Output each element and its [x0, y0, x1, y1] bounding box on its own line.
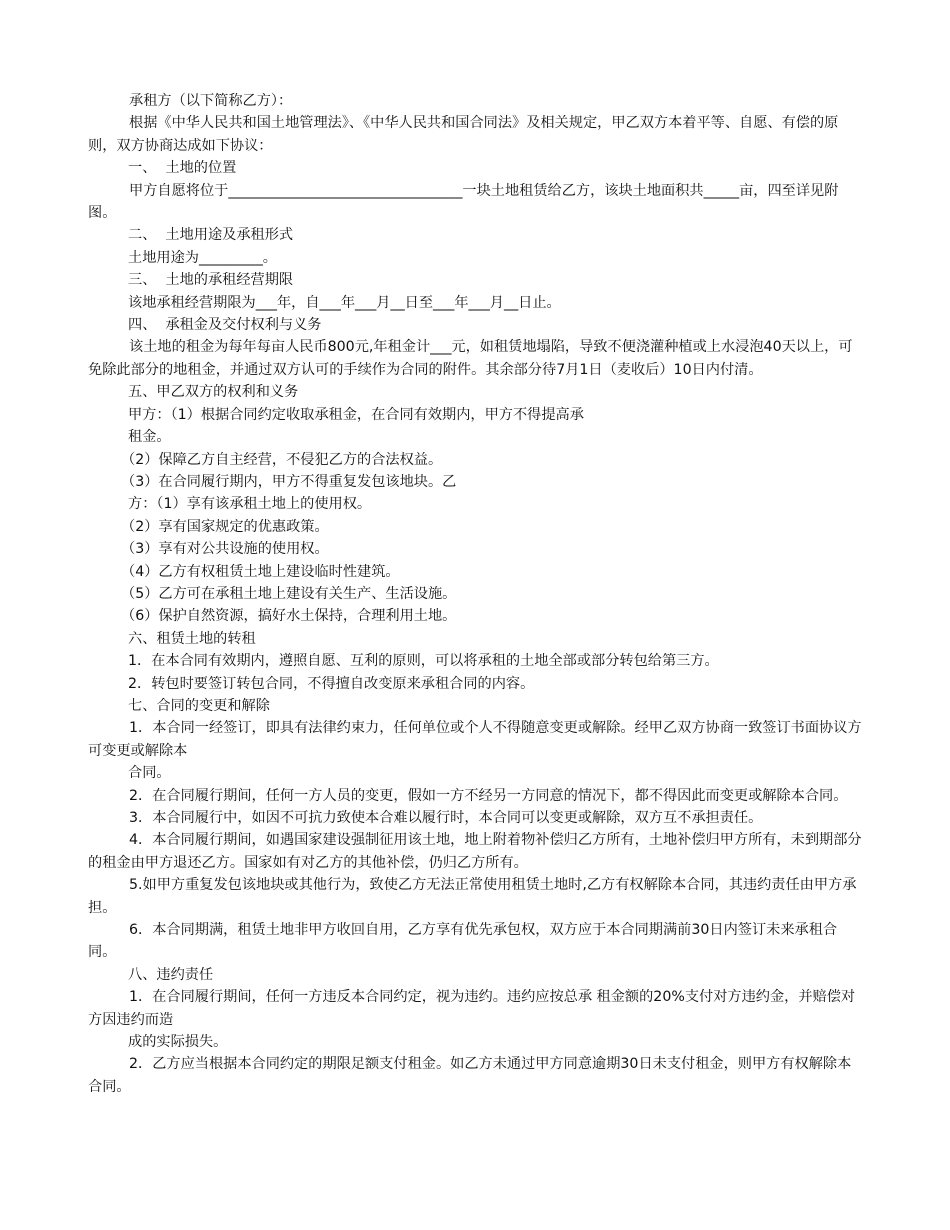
paragraph: 5.如甲方重复发包该地块或其他行为，致使乙方无法正常使用租赁土地时,乙方有权解除本合同，其违约责任由甲方承担。	[88, 877, 857, 916]
paragraph: 6．本合同期满，租赁土地非甲方收回自用，乙方享有优先承包权，双方应于本合同期满前30日内签订未来承租合同。	[88, 922, 838, 961]
contract-document	[88, 90, 863, 1098]
paragraph: 五、甲乙双方的权利和义务	[128, 384, 299, 401]
paragraph: （4）乙方有权租赁土地上建设临时性建筑。	[121, 563, 400, 580]
paragraph: 1．在本合同有效期内，遵照自愿、互利的原则，可以将承租的土地全部或部分转包给第三方。	[128, 653, 719, 670]
paragraph: （2）保障乙方自主经营，不侵犯乙方的合法权益。	[121, 451, 443, 468]
paragraph: 2．转包时要签订转包合同，不得擅自改变原来承租合同的内容。	[128, 675, 535, 692]
paragraph: （5）乙方可在承租土地上建设有关生产、生活设施。	[121, 585, 457, 602]
paragraph: （3）享有对公共设施的使用权。	[121, 541, 329, 558]
paragraph: 2．在合同履行期间，任何一方人员的变更，假如一方不经另一方同意的情况下，都不得因此而变更或解除本合同。	[129, 787, 848, 804]
paragraph: 成的实际损失。	[128, 1034, 228, 1051]
paragraph: 三、 土地的承租经营期限	[128, 272, 294, 289]
paragraph: （2）享有国家规定的优惠政策。	[121, 518, 329, 535]
paragraph: 该土地的租金为每年每亩人民币800元,年租金计___元，如租赁地塌陷，导致不便浇灌种植或上水浸泡40天以上，可免除此部分的地租金，并通过双方认可的手续作为合同的附件。其余部分待7月1日（麦收后）10日内付清。	[88, 339, 853, 378]
paragraph: 八、违约责任	[128, 966, 214, 983]
paragraph: 3．本合同履行中，如因不可抗力致使本合难以履行时，本合同可以变更或解除，双方互不承担责任。	[129, 810, 763, 826]
paragraph: 甲方自愿将位于_________________________________一块土地租赁给乙方，该块土地面积共_____亩，四至详见附图。	[88, 182, 839, 222]
paragraph: 一、 土地的位置	[128, 160, 237, 177]
paragraph: 2．乙方应当根据本合同约定的期限足额支付租金。如乙方未通过甲方同意逾期30日未支付租金，则甲方有权解除本合同。	[88, 1056, 852, 1095]
paragraph: （3）在合同履行期内，甲方不得重复发包该地块。乙	[121, 473, 457, 490]
paragraph: 该地承租经营期限为___年，自___年___月__日至___年___月__日止。	[128, 294, 561, 311]
paragraph: 六、租赁土地的转租	[128, 630, 256, 647]
paragraph: 四、 承租金及交付权利与义务	[128, 317, 322, 334]
paragraph: 甲方：（1）根据合同约定收取承租金，在合同有效期内，甲方不得提高承	[128, 406, 584, 423]
paragraph: 方：（1）享有该承租土地上的使用权。	[128, 496, 372, 513]
paragraph: 合同。	[128, 765, 171, 782]
paragraph: 二、 土地用途及承租形式	[128, 227, 294, 244]
paragraph: 租金。	[128, 429, 171, 446]
paragraph: 1．本合同一经签订，即具有法律约束力，任何单位或个人不得随意变更或解除。经甲乙双方协商一致签订书面协议方可变更或解除本	[88, 720, 862, 759]
paragraph: 1．在合同履行期间，任何一方违反本合同约定，视为违约。违约应按总承 租金额的20%支付对方违约金，并赔偿对方因违约而造	[88, 989, 856, 1028]
paragraph: （6）保护自然资源，搞好水土保持，合理利用土地。	[121, 608, 457, 625]
paragraph: 根据《中华人民共和国土地管理法》、《中华人民共和国合同法》及相关规定，甲乙双方本着平等、自愿、有偿的原则，双方协商达成如下协议：	[88, 115, 839, 154]
paragraph: 承租方（以下简称乙方）：	[129, 93, 293, 109]
paragraph: 七、合同的变更和解除	[128, 697, 270, 714]
paragraph: 4．本合同履行期间，如遇国家建设强制征用该土地，地上附着物补偿归乙方所有，土地补偿归甲方所有，未到期部分的租金由甲方退还乙方。国家如有对乙方的其他补偿，仍归乙方所有。	[88, 832, 862, 871]
paragraph: 土地用途为_________。	[128, 249, 277, 266]
